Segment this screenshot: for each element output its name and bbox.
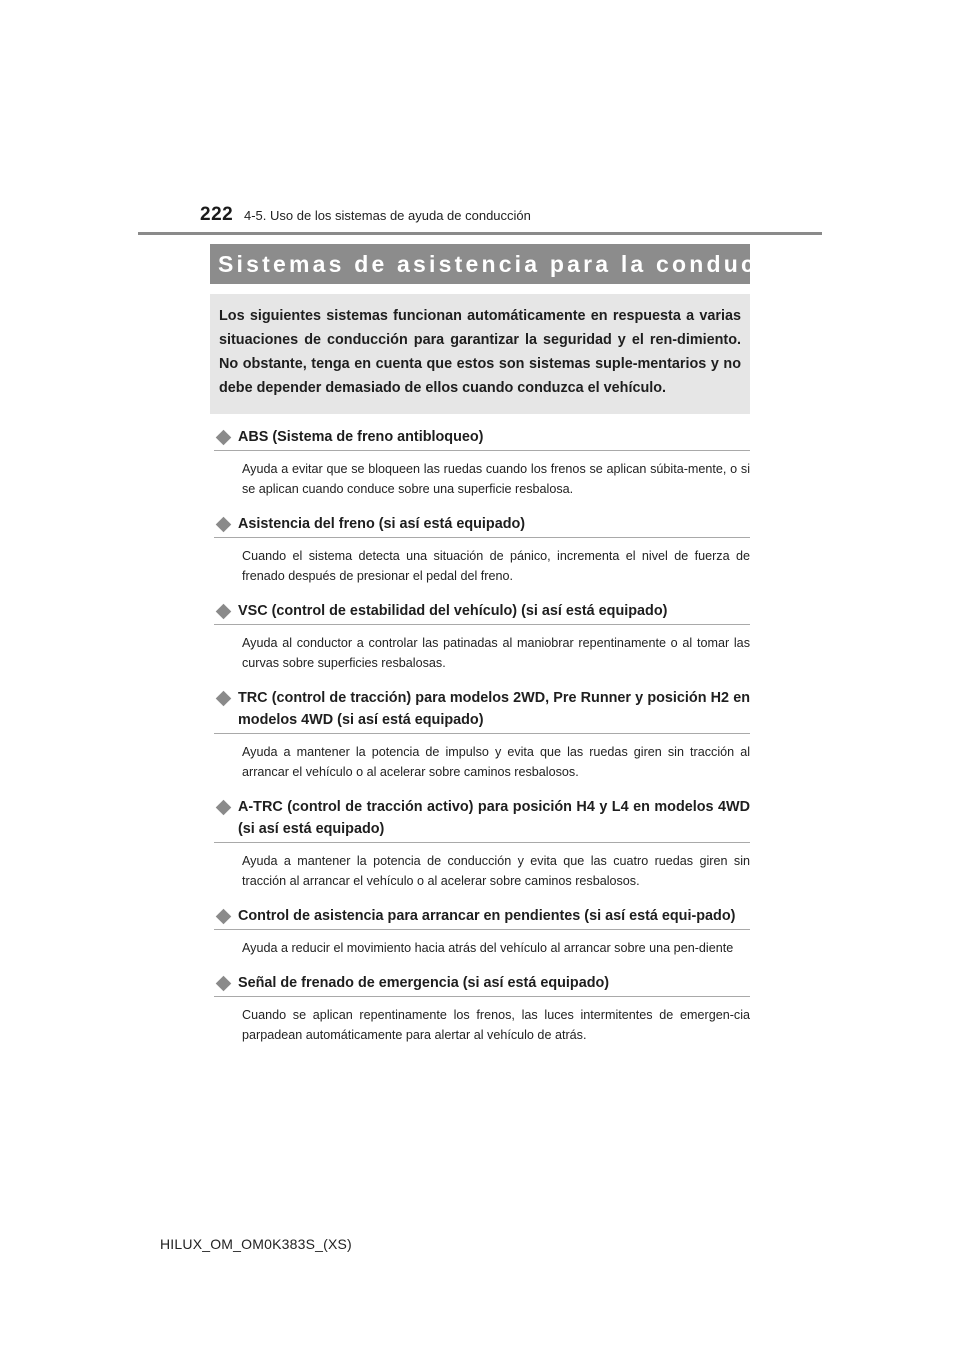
diamond-bullet-icon bbox=[216, 604, 232, 620]
diamond-bullet-icon bbox=[216, 976, 232, 992]
diamond-bullet-icon bbox=[216, 800, 232, 816]
system-item-abs bbox=[214, 426, 750, 499]
item-heading bbox=[214, 600, 750, 625]
item-title: Control de asistencia para arrancar en pendientes (si así está equi-pado) bbox=[238, 908, 736, 924]
item-description: Ayuda a mantener la potencia de impulso y evita que las ruedas giren sin tracción al arrancar el vehículo o al acelerar sobre caminos resbalosos. bbox=[242, 745, 750, 779]
page-number: 222 bbox=[200, 204, 234, 225]
item-title: TRC (control de tracción) para modelos 2WD, Pre Runner y posición H2 en modelos 4WD (si así está equipado) bbox=[238, 690, 750, 728]
system-item-trc bbox=[214, 687, 750, 782]
item-description: Cuando se aplican repentinamente los frenos, las luces intermitentes de emergen-cia parpadean automáticamente para alertar al vehículo de atrás. bbox=[242, 1008, 750, 1042]
intro-box bbox=[210, 294, 750, 414]
item-description: Ayuda al conductor a controlar las patinadas al maniobrar repentinamente o al tomar las curvas sobre superficies resbalosas. bbox=[242, 636, 750, 670]
intro-text: Los siguientes sistemas funcionan automáticamente en respuesta a varias situaciones de conducción para garantizar la seguridad y el ren-dimiento. No obstante, tenga en cuenta que estos son sistemas suple-mentarios y no debe depender demasiado de ellos cuando conduzca el vehículo. bbox=[219, 308, 741, 396]
header-rule bbox=[138, 232, 822, 235]
system-item-emergency-brake-signal bbox=[214, 972, 750, 1045]
systems-list bbox=[214, 426, 750, 1059]
title-bar bbox=[210, 244, 818, 284]
item-description: Ayuda a evitar que se bloqueen las ruedas cuando los frenos se aplican súbita-mente, o si se aplican cuando conduce sobre una superficie resbalosa. bbox=[242, 462, 750, 496]
diamond-bullet-icon bbox=[216, 691, 232, 707]
item-description: Ayuda a reducir el movimiento hacia atrás del vehículo al arrancar sobre una pen-diente bbox=[242, 941, 734, 955]
document-code: HILUX_OM_OM0K383S_(XS) bbox=[160, 1236, 352, 1252]
page-title: Sistemas de asistencia para la conducción bbox=[218, 250, 818, 277]
item-description: Ayuda a mantener la potencia de conducción y evita que las cuatro ruedas giren sin tracción al arrancar el vehículo o al acelerar sobre caminos resbalosos. bbox=[242, 854, 750, 888]
item-title: Señal de frenado de emergencia (si así está equipado) bbox=[238, 975, 610, 991]
running-header: 4-5. Uso de los sistemas de ayuda de conducción bbox=[244, 208, 531, 223]
diamond-bullet-icon bbox=[216, 909, 232, 925]
item-heading bbox=[214, 905, 750, 930]
item-heading bbox=[214, 972, 750, 997]
system-item-vsc bbox=[214, 600, 750, 673]
system-item-a-trc bbox=[214, 796, 750, 891]
system-item-brake-assist bbox=[214, 513, 750, 586]
item-title: VSC (control de estabilidad del vehículo) (si así está equipado) bbox=[238, 603, 668, 619]
item-heading bbox=[214, 426, 750, 451]
item-heading bbox=[214, 687, 750, 734]
item-title: Asistencia del freno (si así está equipado) bbox=[238, 516, 526, 532]
item-title: A-TRC (control de tracción activo) para posición H4 y L4 en modelos 4WD (si así está equipado) bbox=[238, 799, 750, 837]
item-heading bbox=[214, 796, 750, 843]
diamond-bullet-icon bbox=[216, 517, 232, 533]
item-title: ABS (Sistema de freno antibloqueo) bbox=[238, 429, 484, 445]
item-description: Cuando el sistema detecta una situación de pánico, incrementa el nivel de fuerza de frenado después de presionar el pedal del freno. bbox=[242, 549, 750, 583]
system-item-hill-start-assist bbox=[214, 905, 750, 958]
diamond-bullet-icon bbox=[216, 430, 232, 446]
item-heading bbox=[214, 513, 750, 538]
